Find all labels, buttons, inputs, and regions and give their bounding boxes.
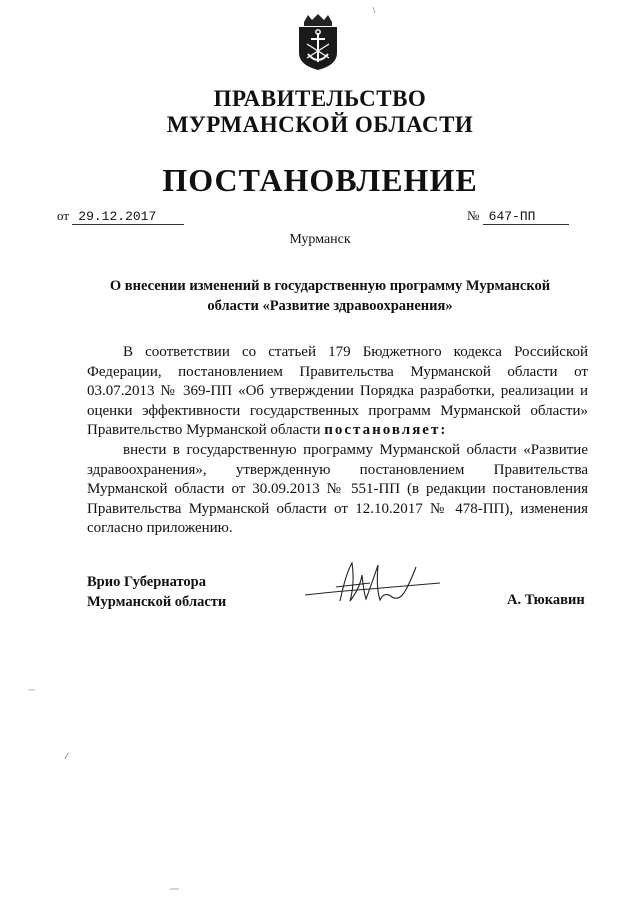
city-name: Мурманск (289, 232, 351, 247)
date-prefix: от (57, 208, 70, 223)
date-field (57, 208, 184, 225)
body-paragraph-2: внести в государственную программу Мурманской области «Развитие здравоохранения», утвержденную постановлением Правительства Мурманской области от 30.09.2013 № 551-ПП (в редакции постановления Правительства Мурманской области от 12.10.2017 № 478-ПП), изменения согласно приложению. (87, 441, 588, 537)
government-title-line2: МУРМАНСКОЙ ОБЛАСТИ (166, 112, 474, 137)
document-date: 29.12.2017 (72, 209, 184, 225)
number-field (467, 208, 569, 225)
signer-position-line2: Мурманской области (87, 594, 227, 610)
scan-speck (64, 752, 70, 760)
decree-keyword: постановляет (324, 422, 441, 439)
signer-name: А. Тюкавин (507, 592, 585, 608)
paragraph-1-text: В соответствии со статьей 179 Бюджетного кодекса Российской Федерации, постановлением Правительства Мурманской области от 03.07.2013 № 369-ПП «Об утверждении Порядка разработки, реализации и оценки эффективности государственных программ Мурманской области» Правительство Мурманской области (87, 344, 588, 439)
document-number: 647-ПП (483, 209, 569, 225)
number-prefix: № (467, 208, 480, 223)
document-body (87, 343, 588, 539)
subject-line2: области «Развитие здравоохранения» (207, 298, 453, 314)
signer-position (87, 572, 226, 612)
coat-of-arms-icon (294, 13, 342, 71)
decree-keyword-colon: : (440, 422, 448, 439)
body-paragraph-1 (87, 343, 588, 441)
government-title-line1: ПРАВИТЕЛЬСТВО (213, 86, 427, 111)
handwritten-signature (300, 553, 450, 613)
scan-speck (372, 6, 378, 14)
document-type-title: ПОСТАНОВЛЕНИЕ (162, 162, 478, 198)
signer-position-line1: Врио Губернатора (87, 574, 206, 590)
document-subject (90, 276, 570, 316)
scan-speck (170, 887, 180, 891)
subject-line1: О внесении изменений в государственную программу Мурманской (109, 278, 551, 294)
scan-speck (28, 688, 36, 692)
